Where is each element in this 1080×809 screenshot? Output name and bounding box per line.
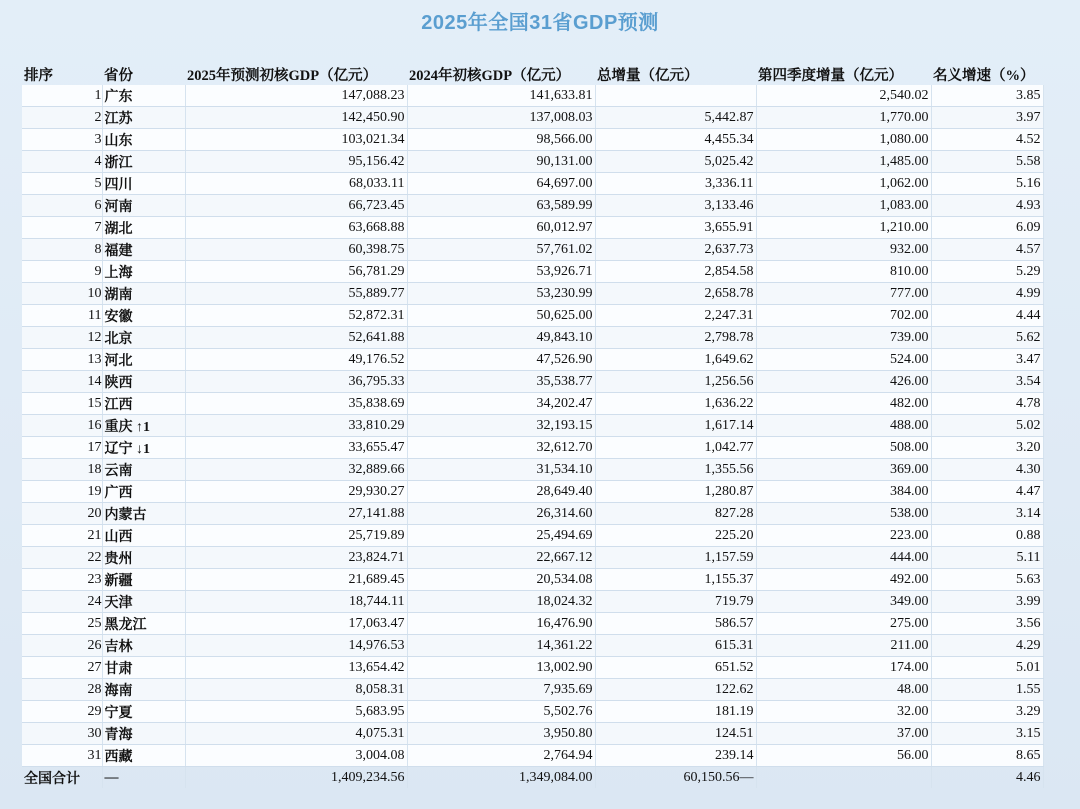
cell-gdp2024: 3,950.80 xyxy=(407,723,595,745)
table-row xyxy=(22,591,1043,613)
cell-q4: 538.00 xyxy=(756,503,931,525)
cell-q4: 384.00 xyxy=(756,481,931,503)
cell-rank: 25 xyxy=(22,613,102,635)
cell-q4: 223.00 xyxy=(756,525,931,547)
cell-increase: 3,336.11 xyxy=(595,173,756,195)
cell-province: 陕西 xyxy=(102,371,185,393)
cell-q4: 777.00 xyxy=(756,283,931,305)
cell-rank: 29 xyxy=(22,701,102,723)
table-row xyxy=(22,217,1043,239)
cell-growth: 5.62 xyxy=(931,327,1043,349)
cell-gdp2024: 2,764.94 xyxy=(407,745,595,767)
cell-rank: 9 xyxy=(22,261,102,283)
cell-growth: 3.99 xyxy=(931,591,1043,613)
cell-rank: 26 xyxy=(22,635,102,657)
cell-gdp2025: 103,021.34 xyxy=(185,129,407,151)
cell-growth: 8.65 xyxy=(931,745,1043,767)
cell-gdp2024: 22,667.12 xyxy=(407,547,595,569)
cell-growth: 3.29 xyxy=(931,701,1043,723)
cell-q4: 1,770.00 xyxy=(756,107,931,129)
table-row xyxy=(22,129,1043,151)
cell-rank: 8 xyxy=(22,239,102,261)
cell-gdp2025: 52,641.88 xyxy=(185,327,407,349)
cell-increase: 2,854.58 xyxy=(595,261,756,283)
cell-growth: 3.15 xyxy=(931,723,1043,745)
cell-gdp2025: 25,719.89 xyxy=(185,525,407,547)
cell-increase: 124.51 xyxy=(595,723,756,745)
cell-province: 安徽 xyxy=(102,305,185,327)
cell-rank: 18 xyxy=(22,459,102,481)
header-gdp2024: 2024年初核GDP（亿元） xyxy=(409,67,571,84)
cell-increase: 1,649.62 xyxy=(595,349,756,371)
cell-gdp2025: 49,176.52 xyxy=(185,349,407,371)
cell-increase: 239.14 xyxy=(595,745,756,767)
header-increase: 总增量（亿元） xyxy=(597,67,699,84)
cell-q4: 2,540.02 xyxy=(756,85,931,107)
header-province: 省份 xyxy=(104,67,133,84)
cell-rank: 1 xyxy=(22,85,102,107)
cell-increase: 225.20 xyxy=(595,525,756,547)
cell-province: 河北 xyxy=(102,349,185,371)
cell-growth: 5.63 xyxy=(931,569,1043,591)
cell-province: 山西 xyxy=(102,525,185,547)
cell-q4: 37.00 xyxy=(756,723,931,745)
total-growth: 4.46 xyxy=(931,767,1043,789)
cell-growth: 4.78 xyxy=(931,393,1043,415)
cell-q4: 349.00 xyxy=(756,591,931,613)
cell-growth: 3.97 xyxy=(931,107,1043,129)
cell-increase: 651.52 xyxy=(595,657,756,679)
cell-rank: 27 xyxy=(22,657,102,679)
cell-gdp2024: 63,589.99 xyxy=(407,195,595,217)
cell-growth: 0.88 xyxy=(931,525,1043,547)
table-row xyxy=(22,239,1043,261)
cell-gdp2025: 17,063.47 xyxy=(185,613,407,635)
cell-rank: 20 xyxy=(22,503,102,525)
cell-province: 广东 xyxy=(102,85,185,107)
cell-rank: 23 xyxy=(22,569,102,591)
cell-gdp2024: 49,843.10 xyxy=(407,327,595,349)
cell-q4: 524.00 xyxy=(756,349,931,371)
cell-rank: 3 xyxy=(22,129,102,151)
cell-growth: 4.30 xyxy=(931,459,1043,481)
page-title: 2025年全国31省GDP预测 xyxy=(421,12,659,34)
cell-province: 江苏 xyxy=(102,107,185,129)
cell-gdp2025: 4,075.31 xyxy=(185,723,407,745)
cell-growth: 5.02 xyxy=(931,415,1043,437)
cell-increase: 2,658.78 xyxy=(595,283,756,305)
cell-rank: 31 xyxy=(22,745,102,767)
cell-gdp2025: 32,889.66 xyxy=(185,459,407,481)
cell-q4: 739.00 xyxy=(756,327,931,349)
cell-gdp2024: 25,494.69 xyxy=(407,525,595,547)
cell-increase: 1,157.59 xyxy=(595,547,756,569)
table-row xyxy=(22,481,1043,503)
cell-rank: 12 xyxy=(22,327,102,349)
table-row xyxy=(22,613,1043,635)
cell-gdp2024: 18,024.32 xyxy=(407,591,595,613)
cell-gdp2025: 8,058.31 xyxy=(185,679,407,701)
cell-q4: 508.00 xyxy=(756,437,931,459)
cell-rank: 4 xyxy=(22,151,102,173)
cell-gdp2024: 64,697.00 xyxy=(407,173,595,195)
cell-province: 湖南 xyxy=(102,283,185,305)
cell-q4: 810.00 xyxy=(756,261,931,283)
cell-growth: 3.20 xyxy=(931,437,1043,459)
table-row xyxy=(22,393,1043,415)
cell-growth: 4.99 xyxy=(931,283,1043,305)
cell-province: 云南 xyxy=(102,459,185,481)
cell-q4: 1,062.00 xyxy=(756,173,931,195)
table-row xyxy=(22,283,1043,305)
cell-q4: 1,210.00 xyxy=(756,217,931,239)
header-gdp2025: 2025年预测初核GDP（亿元） xyxy=(187,67,378,84)
cell-province: 辽宁 ↓1 xyxy=(102,437,185,459)
cell-gdp2025: 21,689.45 xyxy=(185,569,407,591)
cell-growth: 5.58 xyxy=(931,151,1043,173)
cell-province: 浙江 xyxy=(102,151,185,173)
cell-rank: 6 xyxy=(22,195,102,217)
cell-increase: 615.31 xyxy=(595,635,756,657)
table-row xyxy=(22,723,1043,745)
cell-growth: 4.52 xyxy=(931,129,1043,151)
cell-gdp2025: 60,398.75 xyxy=(185,239,407,261)
table-row xyxy=(22,459,1043,481)
cell-increase: 827.28 xyxy=(595,503,756,525)
cell-q4: 482.00 xyxy=(756,393,931,415)
cell-gdp2025: 33,655.47 xyxy=(185,437,407,459)
cell-increase: 2,637.73 xyxy=(595,239,756,261)
table-row xyxy=(22,415,1043,437)
cell-growth: 4.29 xyxy=(931,635,1043,657)
table-row xyxy=(22,503,1043,525)
cell-rank: 21 xyxy=(22,525,102,547)
cell-gdp2025: 147,088.23 xyxy=(185,85,407,107)
cell-province: 新疆 xyxy=(102,569,185,591)
header-growth: 名义增速（%） xyxy=(933,67,1035,84)
cell-province: 山东 xyxy=(102,129,185,151)
cell-rank: 10 xyxy=(22,283,102,305)
cell-province: 北京 xyxy=(102,327,185,349)
table-row xyxy=(22,745,1043,767)
cell-gdp2025: 13,654.42 xyxy=(185,657,407,679)
cell-gdp2025: 55,889.77 xyxy=(185,283,407,305)
cell-growth: 3.56 xyxy=(931,613,1043,635)
cell-increase: 719.79 xyxy=(595,591,756,613)
cell-q4: 369.00 xyxy=(756,459,931,481)
cell-q4: 275.00 xyxy=(756,613,931,635)
cell-gdp2025: 18,744.11 xyxy=(185,591,407,613)
table-row xyxy=(22,569,1043,591)
table-row xyxy=(22,547,1043,569)
cell-gdp2024: 5,502.76 xyxy=(407,701,595,723)
cell-gdp2025: 68,033.11 xyxy=(185,173,407,195)
cell-growth: 4.47 xyxy=(931,481,1043,503)
cell-q4: 211.00 xyxy=(756,635,931,657)
table-row xyxy=(22,635,1043,657)
table-row xyxy=(22,261,1043,283)
cell-gdp2025: 35,838.69 xyxy=(185,393,407,415)
cell-rank: 14 xyxy=(22,371,102,393)
cell-gdp2024: 137,008.03 xyxy=(407,107,595,129)
cell-province: 上海 xyxy=(102,261,185,283)
cell-gdp2025: 3,004.08 xyxy=(185,745,407,767)
cell-gdp2024: 60,012.97 xyxy=(407,217,595,239)
cell-increase: 1,256.56 xyxy=(595,371,756,393)
cell-increase: 2,798.78 xyxy=(595,327,756,349)
cell-q4: 32.00 xyxy=(756,701,931,723)
table-row xyxy=(22,305,1043,327)
cell-gdp2025: 27,141.88 xyxy=(185,503,407,525)
cell-province: 宁夏 xyxy=(102,701,185,723)
cell-gdp2025: 63,668.88 xyxy=(185,217,407,239)
cell-gdp2024: 16,476.90 xyxy=(407,613,595,635)
cell-q4: 1,485.00 xyxy=(756,151,931,173)
table-row xyxy=(22,85,1043,107)
cell-rank: 7 xyxy=(22,217,102,239)
cell-increase: 5,442.87 xyxy=(595,107,756,129)
cell-gdp2024: 14,361.22 xyxy=(407,635,595,657)
cell-growth: 5.11 xyxy=(931,547,1043,569)
cell-gdp2025: 29,930.27 xyxy=(185,481,407,503)
cell-gdp2025: 66,723.45 xyxy=(185,195,407,217)
cell-rank: 5 xyxy=(22,173,102,195)
cell-rank: 13 xyxy=(22,349,102,371)
cell-increase xyxy=(595,85,756,107)
cell-gdp2025: 142,450.90 xyxy=(185,107,407,129)
cell-q4: 932.00 xyxy=(756,239,931,261)
table-row xyxy=(22,701,1043,723)
cell-q4: 1,080.00 xyxy=(756,129,931,151)
cell-increase: 1,355.56 xyxy=(595,459,756,481)
cell-gdp2024: 26,314.60 xyxy=(407,503,595,525)
total-label: 全国合计 xyxy=(22,767,102,789)
cell-gdp2024: 7,935.69 xyxy=(407,679,595,701)
cell-gdp2025: 33,810.29 xyxy=(185,415,407,437)
cell-growth: 4.57 xyxy=(931,239,1043,261)
total-gdp2024: 1,349,084.00 xyxy=(407,767,595,789)
cell-q4: 56.00 xyxy=(756,745,931,767)
cell-province: 重庆 ↑1 xyxy=(102,415,185,437)
cell-growth: 1.55 xyxy=(931,679,1043,701)
cell-increase: 1,155.37 xyxy=(595,569,756,591)
cell-increase: 3,133.46 xyxy=(595,195,756,217)
table-row xyxy=(22,195,1043,217)
cell-gdp2025: 95,156.42 xyxy=(185,151,407,173)
cell-rank: 19 xyxy=(22,481,102,503)
cell-growth: 6.09 xyxy=(931,217,1043,239)
cell-gdp2024: 50,625.00 xyxy=(407,305,595,327)
cell-province: 黑龙江 xyxy=(102,613,185,635)
cell-gdp2024: 47,526.90 xyxy=(407,349,595,371)
cell-gdp2024: 53,230.99 xyxy=(407,283,595,305)
cell-gdp2024: 31,534.10 xyxy=(407,459,595,481)
cell-gdp2024: 13,002.90 xyxy=(407,657,595,679)
cell-rank: 11 xyxy=(22,305,102,327)
cell-increase: 1,617.14 xyxy=(595,415,756,437)
cell-growth: 4.93 xyxy=(931,195,1043,217)
cell-growth: 3.54 xyxy=(931,371,1043,393)
cell-growth: 3.85 xyxy=(931,85,1043,107)
cell-increase: 2,247.31 xyxy=(595,305,756,327)
table-row xyxy=(22,657,1043,679)
cell-gdp2024: 35,538.77 xyxy=(407,371,595,393)
cell-gdp2024: 28,649.40 xyxy=(407,481,595,503)
cell-rank: 22 xyxy=(22,547,102,569)
table-row xyxy=(22,525,1043,547)
cell-rank: 28 xyxy=(22,679,102,701)
total-province: — xyxy=(102,767,185,789)
cell-increase: 1,636.22 xyxy=(595,393,756,415)
table-row xyxy=(22,327,1043,349)
cell-increase: 4,455.34 xyxy=(595,129,756,151)
table-row xyxy=(22,107,1043,129)
cell-province: 青海 xyxy=(102,723,185,745)
cell-gdp2024: 20,534.08 xyxy=(407,569,595,591)
cell-rank: 24 xyxy=(22,591,102,613)
cell-province: 贵州 xyxy=(102,547,185,569)
cell-growth: 5.16 xyxy=(931,173,1043,195)
cell-province: 四川 xyxy=(102,173,185,195)
cell-gdp2025: 14,976.53 xyxy=(185,635,407,657)
header-rank: 排序 xyxy=(24,67,53,84)
cell-gdp2025: 56,781.29 xyxy=(185,261,407,283)
cell-province: 西藏 xyxy=(102,745,185,767)
cell-rank: 17 xyxy=(22,437,102,459)
cell-gdp2025: 36,795.33 xyxy=(185,371,407,393)
cell-growth: 4.44 xyxy=(931,305,1043,327)
cell-gdp2024: 57,761.02 xyxy=(407,239,595,261)
cell-rank: 2 xyxy=(22,107,102,129)
cell-province: 吉林 xyxy=(102,635,185,657)
cell-growth: 5.29 xyxy=(931,261,1043,283)
header-row xyxy=(22,63,1043,85)
cell-increase: 5,025.42 xyxy=(595,151,756,173)
cell-q4: 174.00 xyxy=(756,657,931,679)
cell-increase: 1,280.87 xyxy=(595,481,756,503)
table-row xyxy=(22,173,1043,195)
cell-rank: 30 xyxy=(22,723,102,745)
cell-q4: 492.00 xyxy=(756,569,931,591)
cell-province: 海南 xyxy=(102,679,185,701)
total-q4 xyxy=(756,767,931,789)
cell-province: 河南 xyxy=(102,195,185,217)
cell-rank: 16 xyxy=(22,415,102,437)
cell-growth: 5.01 xyxy=(931,657,1043,679)
cell-province: 福建 xyxy=(102,239,185,261)
cell-increase: 1,042.77 xyxy=(595,437,756,459)
cell-gdp2024: 98,566.00 xyxy=(407,129,595,151)
header-q4: 第四季度增量（亿元） xyxy=(758,67,903,84)
cell-rank: 15 xyxy=(22,393,102,415)
cell-q4: 702.00 xyxy=(756,305,931,327)
cell-province: 甘肃 xyxy=(102,657,185,679)
total-increase: 60,150.56— xyxy=(595,767,756,789)
table-row xyxy=(22,437,1043,459)
cell-growth: 3.14 xyxy=(931,503,1043,525)
cell-gdp2025: 52,872.31 xyxy=(185,305,407,327)
cell-gdp2024: 53,926.71 xyxy=(407,261,595,283)
cell-q4: 444.00 xyxy=(756,547,931,569)
cell-growth: 3.47 xyxy=(931,349,1043,371)
total-gdp2025: 1,409,234.56 xyxy=(185,767,407,789)
cell-q4: 488.00 xyxy=(756,415,931,437)
gdp-table xyxy=(22,63,1044,788)
cell-increase: 3,655.91 xyxy=(595,217,756,239)
cell-gdp2025: 5,683.95 xyxy=(185,701,407,723)
cell-province: 天津 xyxy=(102,591,185,613)
table-row xyxy=(22,349,1043,371)
table-row xyxy=(22,151,1043,173)
cell-province: 江西 xyxy=(102,393,185,415)
cell-q4: 426.00 xyxy=(756,371,931,393)
cell-increase: 586.57 xyxy=(595,613,756,635)
table-row xyxy=(22,679,1043,701)
cell-gdp2024: 34,202.47 xyxy=(407,393,595,415)
cell-gdp2024: 32,612.70 xyxy=(407,437,595,459)
cell-q4: 1,083.00 xyxy=(756,195,931,217)
cell-increase: 122.62 xyxy=(595,679,756,701)
cell-increase: 181.19 xyxy=(595,701,756,723)
cell-gdp2024: 32,193.15 xyxy=(407,415,595,437)
table-row xyxy=(22,371,1043,393)
cell-province: 广西 xyxy=(102,481,185,503)
cell-province: 湖北 xyxy=(102,217,185,239)
cell-gdp2025: 23,824.71 xyxy=(185,547,407,569)
cell-gdp2024: 141,633.81 xyxy=(407,85,595,107)
total-row xyxy=(22,767,1043,789)
cell-q4: 48.00 xyxy=(756,679,931,701)
cell-gdp2024: 90,131.00 xyxy=(407,151,595,173)
cell-province: 内蒙古 xyxy=(102,503,185,525)
